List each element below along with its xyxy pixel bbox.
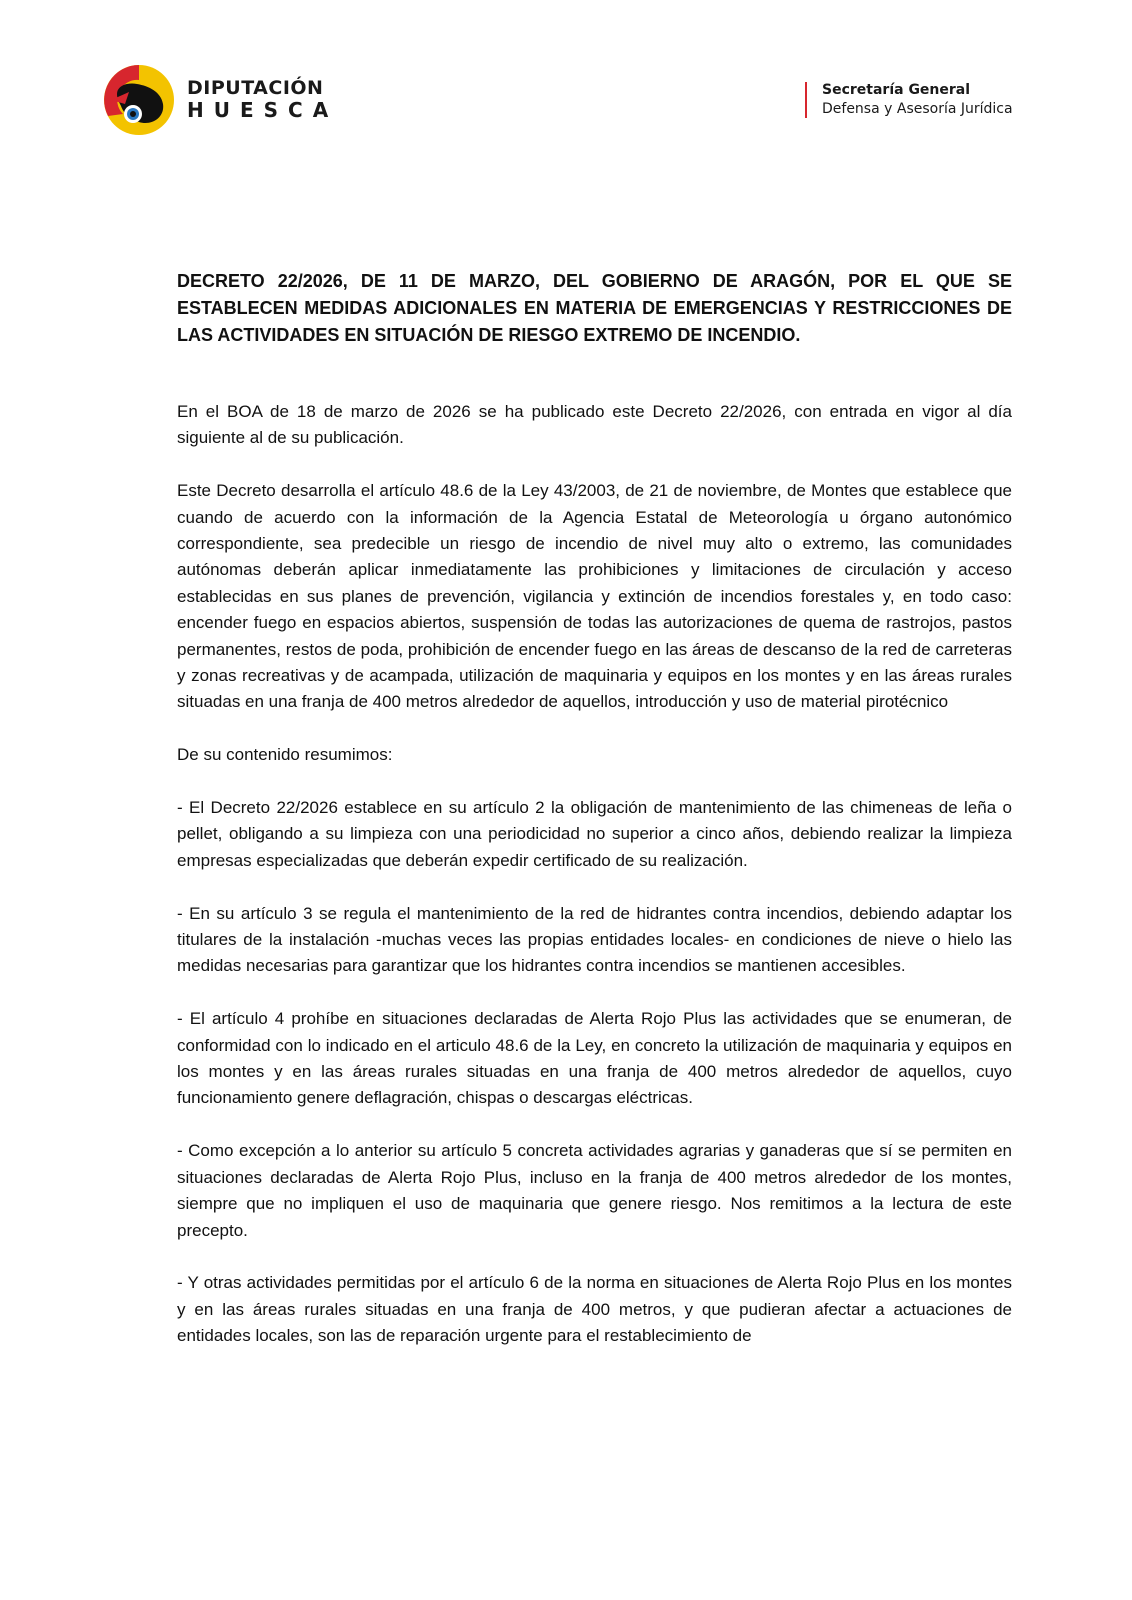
department-divider	[805, 82, 807, 118]
department-block	[822, 81, 1013, 119]
page-header	[0, 0, 1132, 180]
logo-line1: DIPUTACIÓN	[187, 77, 324, 99]
paragraph-summary-intro: De su contenido resumimos:	[177, 745, 393, 765]
document-title: DECRETO 22/2026, DE 11 DE MARZO, DEL GOBIERNO DE ARAGÓN, POR EL QUE SE ESTABLECEN MEDIDAS ADICIONALES EN MATERIA DE EMERGENCIAS Y RESTRICCIONES DE LAS ACTIVIDADES EN SITUACIÓN DE RIESGO EXTREMO DE INCENDIO.	[177, 271, 1012, 345]
logo-line2: HUESCA	[187, 98, 339, 122]
paragraph-article-2: - El Decreto 22/2026 establece en su artículo 2 la obligación de mantenimiento de las chimeneas de leña o pellet, obligando a su limpieza con una periodicidad no superior a cinco años, debiendo realizar la limpieza empresas especializadas que deberán expedir certificado de su realización.	[177, 798, 1012, 870]
diputacion-huesca-logo-icon	[103, 64, 175, 136]
paragraph-article-4: - El artículo 4 prohíbe en situaciones declaradas de Alerta Rojo Plus las actividades que se enumeran, de conformidad con lo indicado en el articulo 48.6 de la Ley, en concreto la utilización de maquinaria y equipos en los montes y en las áreas rurales situadas en una franja de 400 metros alrededor de aquellos, cuyo funcionamiento genere deflagración, chispas o descargas eléctricas.	[177, 1009, 1012, 1108]
department-title: Secretaría General	[822, 82, 971, 98]
paragraph-article-5: - Como excepción a lo anterior su artículo 5 concreta actividades agrarias y ganaderas que sí se permiten en situaciones declaradas de Alerta Rojo Plus, incluso en la franja de 400 metros alrededor de los montes, siempre que no impliquen el uso de maquinaria que genere riesgo. Nos remitimos a la lectura de este precepto.	[177, 1141, 1012, 1240]
logo-wordmark	[187, 78, 338, 121]
paragraph-article-6: - Y otras actividades permitidas por el artículo 6 de la norma en situaciones de Alerta Rojo Plus en los montes y en las áreas rurales situadas en una franja de 400 metros, y que pudieran afectar a actuaciones de entidades locales, son las de reparación urgente para el restablecimiento de	[177, 1273, 1012, 1346]
paragraph-publication: En el BOA de 18 de marzo de 2026 se ha publicado este Decreto 22/2026, con entrada en vigor al día siguiente al de su publicación.	[177, 402, 1012, 448]
paragraph-article-3: - En su artículo 3 se regula el mantenimiento de la red de hidrantes contra incendios, debiendo adaptar los titulares de la instalación -muchas veces las propias entidades locales- en condiciones de nieve o hielo las medidas necesarias para garantizar que los hidrantes contra incendios se mantienen accesibles.	[177, 903, 1012, 976]
document-body	[177, 268, 1012, 1376]
department-subtitle: Defensa y Asesoría Jurídica	[822, 101, 1013, 117]
paragraph-development: Este Decreto desarrolla el artículo 48.6 de la Ley 43/2003, de 21 de noviembre, de Montes que establece que cuando de acuerdo con la información de la Agencia Estatal de Meteorología u órgano autonómico correspondiente, sea predecible un riesgo de incendio de nivel muy alto o extremo, las comunidades autónomas deberán aplicar inmediatamente las prohibiciones y limitaciones de circulación y acceso establecidas en sus planes de prevención, vigilancia y extinción de incendios forestales y, en todo caso: encender fuego en espacios abiertos, suspensión de todas las autorizaciones de quema de rastrojos, pastos permanentes, restos de poda, prohibición de encender fuego en las áreas de descanso de la red de carreteras y zonas recreativas y de acampada, utilización de maquinaria y equipos en los montes y en las áreas rurales situadas en una franja de 400 metros alrededor de aquellos, introducción y uso de material pirotécnico	[177, 481, 1012, 712]
